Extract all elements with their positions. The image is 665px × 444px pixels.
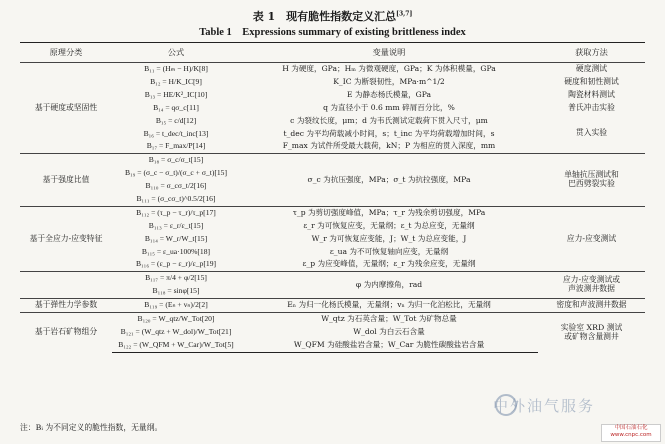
header-formula: 公式 <box>167 46 185 57</box>
formula-cell: B₁₂₁ = (W_qtz + W_dol)/W_Tot[21] <box>120 326 232 336</box>
table-row <box>20 76 645 89</box>
formula-cell: B₁₁₃ = ε_r/ε_t[15] <box>148 220 204 230</box>
header-method: 获取方法 <box>575 46 608 57</box>
formula-cell: B₁₂ = H/K_IC[9] <box>150 76 202 86</box>
description-cell: τ_p 为剪切强度峰值，MPa；τ_r 为残余剪切强度，MPa <box>240 206 538 219</box>
description-cell: σ_c 为抗压强度，MPa；σ_t 为抗拉强度，MPa <box>240 154 538 207</box>
table-title-en: Table 1 Expressions summary of existing brittleness index <box>199 27 466 38</box>
method-line: 密度和声波测井数据 <box>556 300 627 309</box>
method-cell <box>538 299 645 313</box>
method-cell <box>538 312 645 352</box>
formula-cell: B₁₂₂ = (W_QFM + W_Car)/W_Tot[5] <box>112 339 240 352</box>
description-cell: ε_ua 为不可恢复轴向应变，无量纲 <box>329 246 449 256</box>
header-basis: 原理分类 <box>49 46 83 57</box>
method-cell <box>538 272 645 299</box>
description-cell: W_dol 为白云石含量 <box>353 326 425 336</box>
formula-cell: B₁₁₆ = (ε_p − ε_r)/ε_p[19] <box>135 259 217 269</box>
method-cell <box>538 102 645 115</box>
description-cell: t_dec 为平均荷载减小时间，s；t_inc 为平均荷载增加时间，s <box>283 128 495 138</box>
description-cell: Eₙ 为归一化杨氏模量，无量纲；vₙ 为归一化泊松比，无量纲 <box>240 299 538 313</box>
description-cell: W_qtz 为石英含量；W_Tot 为矿物总量 <box>240 312 538 325</box>
formula-cell: B₁₁₉ = (Eₙ + vₙ)/2[2] <box>112 299 240 313</box>
formula-cell: B₁₁₁ = (σ_cσ_t)^0.5/2[16] <box>136 193 216 203</box>
formula-cell: B₁₈ = σ_c/σ_t[15] <box>112 154 240 167</box>
table-row <box>20 154 645 167</box>
basis-cell <box>20 272 112 299</box>
description-cell: E 为静态杨氏模量，GPa <box>346 89 432 99</box>
formula-cell: B₁₁ = (Hₘ − H)/K[8] <box>112 63 240 76</box>
method-cell <box>538 154 645 207</box>
table-header-row <box>20 43 645 63</box>
basis-cell: 基于强度比值 <box>20 154 112 207</box>
table-note: 注：Bᵢ 为不同定义的脆性指数，无量纲。 <box>20 423 163 432</box>
watermark: 中外油气服务 <box>492 397 595 415</box>
basis-cell: 基于弹性力学参数 <box>20 299 112 313</box>
method-line: 实验室 XRD 测试 <box>560 322 623 332</box>
corner-logo: 中国石油石化 www.cnpc.com <box>601 424 661 442</box>
method-line: 硬度和韧性测试 <box>564 76 619 86</box>
method-line: 普氏冲击实验 <box>568 102 615 112</box>
table-row <box>20 89 645 102</box>
table-title-cn: 表 1 现有脆性指数定义汇总[3,7] <box>252 10 413 23</box>
description-cell: H 为硬度，GPa；Hₘ 为微观硬度，GPa；K 为体积模量，GPa <box>240 63 538 76</box>
formula-cell: B₁₅ = c/d[12] <box>155 115 197 125</box>
method-line: 巴西劈裂实验 <box>568 179 615 189</box>
formula-cell: B₁₇ = F_max/P[14] <box>146 141 206 151</box>
description-cell: φ 为内摩擦角，rad <box>240 272 538 299</box>
method-line: 应力-应变测试 <box>566 233 617 243</box>
table-row <box>20 63 645 76</box>
formula-cell: B₁₂₀ = W_qtz/W_Tot[20] <box>112 312 240 325</box>
method-cell <box>538 115 645 154</box>
description-cell: K_IC 为断裂韧性，MPa·m^1/2 <box>333 76 445 86</box>
description-cell: W_r 为可恢复应变能，J；W_t 为总应变能，J <box>311 233 467 243</box>
formula-cell: B₁₄ = qσ_c[11] <box>153 102 199 112</box>
description-cell: W_QFM 为硅酸盐岩含量；W_Car 为脆性碳酸盐岩含量 <box>240 339 538 352</box>
formula-cell: B₁₁₈ = sinφ[15] <box>152 286 200 296</box>
table-row <box>20 115 645 128</box>
formula-cell: B₁₉ = (σ_c − σ_t)/(σ_c + σ_t)[15] <box>125 168 227 178</box>
formula-cell: B₁₁₅ = ε_ua·100%[18] <box>141 246 211 256</box>
formula-cell: B₁₁₇ = π/4 + φ/2[15] <box>112 272 240 285</box>
formula-cell: B₁₁₂ = (τ_p − τ_r)/τ_p[17] <box>112 206 240 219</box>
formula-cell: B₁₃ = HE/K²_IC[10] <box>144 89 208 99</box>
method-cell <box>538 76 645 89</box>
basis-cell: 基于硬度或坚固性 <box>20 63 112 154</box>
method-cell <box>538 89 645 102</box>
table-row <box>20 312 645 325</box>
method-line: 应力-应变测试或 <box>562 275 621 285</box>
basis-cell: 基于全应力-应变特征 <box>20 206 112 271</box>
method-cell <box>538 206 645 271</box>
description-cell: ε_r 为可恢复应变，无量纲；ε_t 为总应变，无量纲 <box>303 220 475 230</box>
description-cell: ε_p 为应变峰值，无量纲；ε_r 为残余应变，无量纲 <box>302 259 476 269</box>
method-line: 声波测井数据 <box>568 284 615 294</box>
formula-cell: B₁₆ = t_dec/t_inc[13] <box>143 128 209 138</box>
table-row <box>20 206 645 219</box>
table-row <box>20 299 645 313</box>
header-description: 变量说明 <box>372 46 406 57</box>
description-cell: F_max 为试件所受最大载荷，kN；P 为相应的贯入深度，mm <box>282 141 496 151</box>
table-row <box>20 102 645 115</box>
description-cell: q 为直径小于 0.6 mm 碎屑百分比，% <box>323 102 455 112</box>
description-cell: c 为裂纹长度，μm；d 为韦氏测试定载荷下贯入尺寸，μm <box>290 115 488 125</box>
method-line: 陶瓷材料测试 <box>568 89 615 99</box>
brittleness-index-table <box>20 42 645 353</box>
table-row <box>20 272 645 285</box>
method-cell <box>538 63 645 76</box>
formula-cell: B₁₁₀ = σ_cσ_t/2[16] <box>145 181 207 191</box>
method-line: 硬度测试 <box>575 63 608 73</box>
method-line: 贯入实验 <box>575 128 608 138</box>
formula-cell: B₁₁₄ = W_r/W_t[15] <box>144 233 208 243</box>
basis-cell: 基于岩石矿物组分 <box>20 312 112 352</box>
method-line: 或矿物含量测井 <box>564 331 619 341</box>
method-line: 单轴抗压测试和 <box>564 170 619 180</box>
